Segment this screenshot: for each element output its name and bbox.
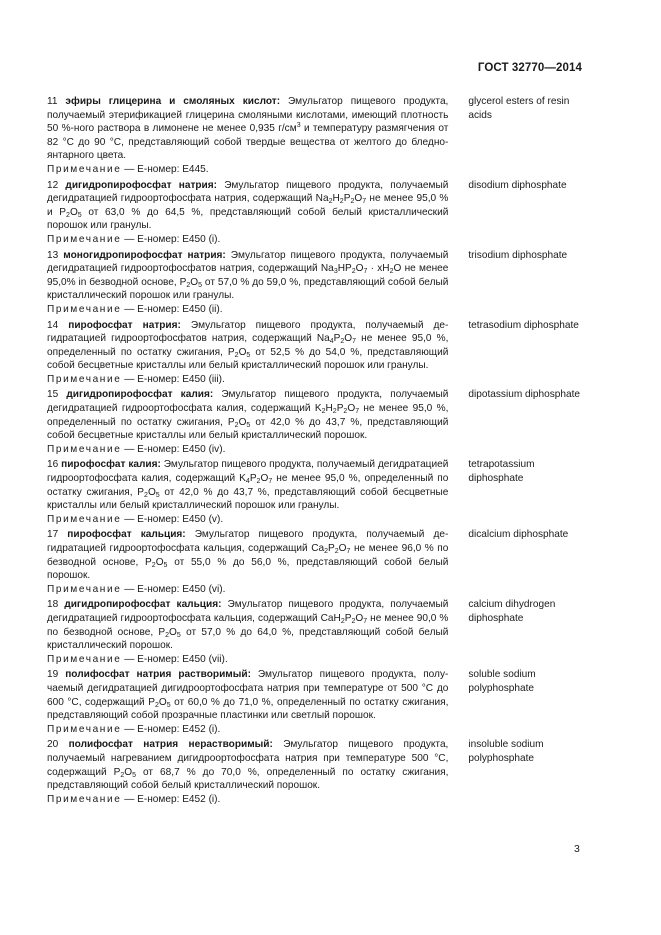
definition-text: 2 (351, 617, 356, 625)
definition-text: 2 (340, 617, 345, 625)
term-number: 20 (47, 739, 59, 751)
definition-text: O (190, 276, 199, 288)
note-label: Примечание (47, 513, 122, 525)
english-equivalent: disodium diphosphate (468, 179, 567, 191)
term-definition (47, 458, 448, 526)
term-name: дигидропирофосфат калия: (66, 389, 214, 401)
definition-text: O (347, 403, 356, 415)
e-number: — Е-номер: Е450 (iii). (121, 373, 225, 385)
term-name: пирофосфат кальция: (67, 529, 186, 541)
term-number: 15 (47, 389, 59, 401)
definition-text: 2 (66, 211, 70, 219)
definition-text: от 42,0 % до 43,7 %, представляющий собой бесцветные кристаллы или белый кристаллический порошок или гранулы. (47, 486, 449, 512)
note-label: Примечание (47, 583, 122, 595)
term-definition (47, 668, 448, 736)
definition-text: 2 (389, 268, 394, 276)
term-entry (47, 319, 587, 387)
definition-text: Эмульгатор пищевого продукта, получаемый этерификацией глицерина смоляными кислотами, имеющий плотность 50 %-ного раствора в лимонене не менее 0,935 г/см (47, 96, 449, 135)
definition-text: O (355, 263, 364, 275)
definition-text: 2 (339, 198, 344, 206)
definition-text: 4 (245, 478, 250, 486)
definition-text: 2 (144, 491, 148, 499)
definition-text: P (336, 403, 344, 415)
note-label: Примечание (47, 303, 122, 315)
term-name: полифосфат натрия нерастворимый: (68, 739, 273, 751)
english-equivalent: insoluble sodium polyphosphate (468, 739, 544, 764)
term-entry (47, 388, 587, 456)
term-number: 14 (47, 319, 59, 331)
term-definition (47, 179, 448, 247)
definition-text: 2 (334, 548, 339, 555)
definition-text: 4 (329, 338, 334, 346)
definition-text: Эмульгатор пищевого продукта, получаемый дегидратацией гидроортофосфата кальция, содержащий Ca (47, 529, 449, 554)
definition-text: от 57,0 % до 64,0 %, представляющий собой белый кристаллический порошок. (47, 626, 449, 652)
definition-text: 2 (120, 771, 125, 779)
page-number: 3 (574, 843, 580, 855)
note-line (47, 163, 448, 177)
definition-text: H (332, 193, 340, 205)
term-entry (47, 598, 587, 666)
note-line (47, 793, 448, 807)
english-equivalent: calcium dihydrogen diphosphate (468, 599, 556, 624)
definition-text: не менее 96,0 % по безводной основе, P (47, 543, 449, 568)
standard-header: ГОСТ 32770—2014 (477, 62, 582, 74)
definition-text: 2 (234, 351, 239, 359)
definition-text: O (238, 416, 247, 428)
definition-text: O (238, 346, 247, 358)
e-number: — Е-номер: Е450 (iv). (121, 443, 226, 455)
term-name: дигидропирофосфат кальция: (64, 599, 222, 611)
note-label: Примечание (47, 793, 122, 805)
english-equivalent: glycerol esters of resin acids (468, 96, 570, 121)
term-entry (47, 528, 587, 596)
definition-text: O (355, 612, 364, 624)
term-definition (47, 95, 448, 177)
definition-text: P (249, 473, 257, 485)
definition-text: 7 (268, 478, 273, 486)
definition-text: от 55,0 % до 56,0 %, представляющий собой белый порошок. (47, 556, 449, 582)
english-equivalent: dipotassium diphosphate (468, 389, 581, 401)
term-name: полифосфат натрия растворимый: (65, 669, 251, 681)
definition-text: H (325, 403, 333, 415)
term-entry (47, 738, 587, 806)
definition-text: · xH (367, 263, 390, 275)
note-line (47, 653, 448, 667)
e-number: — Е-номер: Е450 (vii). (121, 653, 228, 665)
definition-text: 2 (186, 281, 191, 289)
term-number: 13 (47, 249, 59, 261)
definition-text: O (124, 766, 133, 778)
term-definition (47, 249, 448, 317)
definition-text: не менее 90,0 % по безводной основе, P (47, 612, 449, 638)
definition-text: 2 (332, 408, 337, 416)
definition-text: 7 (363, 617, 368, 625)
definition-text: O (169, 626, 177, 638)
definition-text: не менее 95,0 %, определенный по остатку сжигания, P (47, 473, 449, 498)
note-label: Примечание (47, 373, 122, 385)
english-equivalent: dicalcium diphosphate (468, 529, 569, 541)
definition-text: 3 (333, 268, 338, 276)
note-line (47, 303, 448, 317)
note-line (47, 373, 448, 387)
definition-text: Эмульгатор пищевого продукта, получаемый дегидратацией гидроортофосфатов натрия, содержащий Na (47, 249, 449, 275)
term-name: пирофосфат калия: (61, 459, 161, 471)
definition-text: 2 (324, 548, 329, 555)
definition-text: от 42,0 % до 43,7 %, представляющий собой бесцветные кристаллы или белый кристаллический порошок. (47, 416, 449, 442)
term-name: эфиры глицерина и смоляных кислот: (65, 96, 281, 107)
definition-text: 2 (343, 408, 348, 416)
e-number: — Е-номер: Е450 (i). (121, 233, 221, 245)
e-number: — Е-номер: Е452 (i). (121, 723, 221, 735)
definition-text: 5 (132, 771, 137, 779)
note-line (47, 233, 448, 247)
definition-text: не менее 95,0 % и P (47, 193, 449, 218)
definition-text: 7 (362, 198, 367, 206)
definition-text: P (343, 193, 351, 205)
definition-text: от 68,7 % до 70,0 %, определенный по остатку сжигания, представляющий собой белый кристаллический порошок. (47, 766, 449, 792)
definition-text: O не менее 95,0% in безводной основе, P (47, 263, 449, 288)
english-equivalent: tetrapotassium diphosphate (468, 459, 535, 485)
definition-text: 2 (256, 478, 261, 486)
definition-text: Эмульгатор пищевого продукта, получаемый дегидратацией гидроортофосфата калия, содержащий K (47, 459, 449, 485)
definition-text: O (69, 206, 78, 218)
definition-text: O (260, 473, 269, 485)
definition-text: O (344, 333, 353, 345)
term-name: пирофосфат натрия: (68, 319, 181, 331)
definition-text: HP (337, 263, 352, 275)
definition-text: P (344, 612, 352, 624)
term-number: 19 (47, 669, 59, 681)
definition-text: 2 (350, 198, 355, 206)
term-definition (47, 528, 448, 596)
definition-text: 5 (77, 211, 82, 219)
term-number: 18 (47, 599, 59, 611)
e-number: — Е-номер: Е450 (vi). (121, 583, 226, 595)
definition-text: 5 (155, 491, 160, 499)
term-list (47, 95, 587, 808)
definition-text: 2 (151, 561, 156, 569)
definition-text: Эмульгатор пищевого продукта, получаемый дегидратацией дигидроортофосфата натрия при температуре от 500 °С до 600 °С, содержащий P (47, 669, 449, 708)
definition-text: O (147, 486, 156, 498)
term-number: 12 (47, 179, 59, 191)
definition-text: 5 (198, 281, 203, 289)
definition-text: O (158, 696, 167, 708)
note-line (47, 723, 448, 737)
definition-text: 2 (351, 268, 356, 276)
term-entry (47, 95, 587, 177)
note-line (47, 443, 448, 457)
definition-text: 7 (352, 338, 357, 346)
term-entry (47, 458, 587, 526)
definition-text: 5 (166, 701, 171, 709)
term-name: моногидропирофосфат натрия: (63, 249, 226, 261)
definition-text: Эмульгатор пищевого продукта, получаемый нагреванием дигидроортофосфата натрия при температуре 500 °С, содержащий P (47, 739, 449, 778)
definition-text: не менее 95,0 %, определенный по остатку сжигания, P (47, 333, 449, 358)
definition-text: 7 (355, 408, 360, 416)
definition-text: от 57,0 % до 59,0 %, представляющий собой белый кристаллический порошок или гранулы. (47, 276, 449, 302)
term-definition (47, 738, 448, 806)
english-equivalent: tetrasodium diphosphate (468, 319, 579, 331)
definition-text: 3 (296, 122, 301, 130)
definition-text: от 60,0 % до 71,0 %, определенный по остатку сжигания, представляющий собой прозрачные пластинки или светлый порошок. (47, 696, 449, 722)
term-entry (47, 179, 587, 247)
definition-text: O (338, 543, 347, 554)
note-line (47, 513, 448, 527)
definition-text: 5 (163, 561, 168, 569)
definition-text: и температуру размягчения от 82 °С до 90 °С, представляющий собой твердые вещества от желтого до бледно-янтарного цвета. (47, 123, 449, 162)
definition-text: 5 (176, 631, 181, 639)
term-definition (47, 598, 448, 666)
e-number: — Е-номер: Е450 (v). (121, 513, 224, 525)
note-label: Примечание (47, 653, 122, 665)
e-number: — Е-номер: Е452 (i). (121, 793, 221, 805)
definition-text: от 63,0 % до 64,5 %, представляющий собой белый кристаллический порошок или гранулы. (47, 206, 449, 232)
term-entry (47, 249, 587, 317)
definition-text: 7 (346, 548, 351, 555)
definition-text: 2 (321, 408, 326, 416)
definition-text: 2 (234, 421, 239, 429)
note-label: Примечание (47, 723, 122, 735)
e-number: — Е-номер: Е445. (121, 163, 209, 175)
term-definition (47, 388, 448, 456)
definition-text: P (328, 543, 335, 554)
term-definition (47, 319, 448, 387)
definition-text: от 52,5 % до 54,0 %, представляющий собой бесцветные кристаллы или белый кристаллический порошок или гранулы. (47, 346, 449, 372)
definition-text: Эмульгатор пищевого продукта, получаемый дегидратацией гидроортофосфатов натрия, содержащий Na (47, 319, 449, 345)
term-entry (47, 668, 587, 736)
definition-text: 2 (340, 338, 345, 346)
term-number: 16 (47, 459, 59, 471)
definition-text: 7 (363, 268, 368, 276)
e-number: — Е-номер: Е450 (ii). (121, 303, 223, 315)
note-label: Примечание (47, 233, 122, 245)
english-equivalent: trisodium diphosphate (468, 249, 568, 261)
definition-text: 2 (154, 701, 159, 709)
definition-text: не менее 95,0 %, определенный по остатку сжигания, P (47, 403, 449, 428)
note-label: Примечание (47, 443, 122, 455)
definition-text: P (333, 333, 341, 345)
english-equivalent: soluble sodium polyphosphate (468, 669, 536, 694)
definition-text: O (354, 193, 363, 205)
note-label: Примечание (47, 163, 122, 175)
definition-text: 5 (246, 351, 251, 359)
definition-text: Эмульгатор пищевого продукта, получаемый дегидратацией гидроортофосфата калия, содержащий K (47, 389, 449, 415)
definition-text: 2 (328, 198, 333, 206)
definition-text: 5 (246, 421, 251, 429)
term-number: 17 (47, 529, 59, 541)
definition-text: Эмульгатор пищевого продукта, получаемый дегидратацией гидроортофосфата кальция, содержащий CaH (47, 599, 449, 624)
note-line (47, 583, 448, 597)
definition-text: O (155, 556, 164, 568)
term-name: дигидропирофосфат натрия: (65, 179, 218, 191)
definition-text: 2 (165, 631, 170, 639)
definition-text: Эмульгатор пищевого продукта, получаемый дегидратацией гидроортофосфата натрия, содержащий Na (47, 179, 449, 205)
term-number: 11 (47, 96, 58, 107)
